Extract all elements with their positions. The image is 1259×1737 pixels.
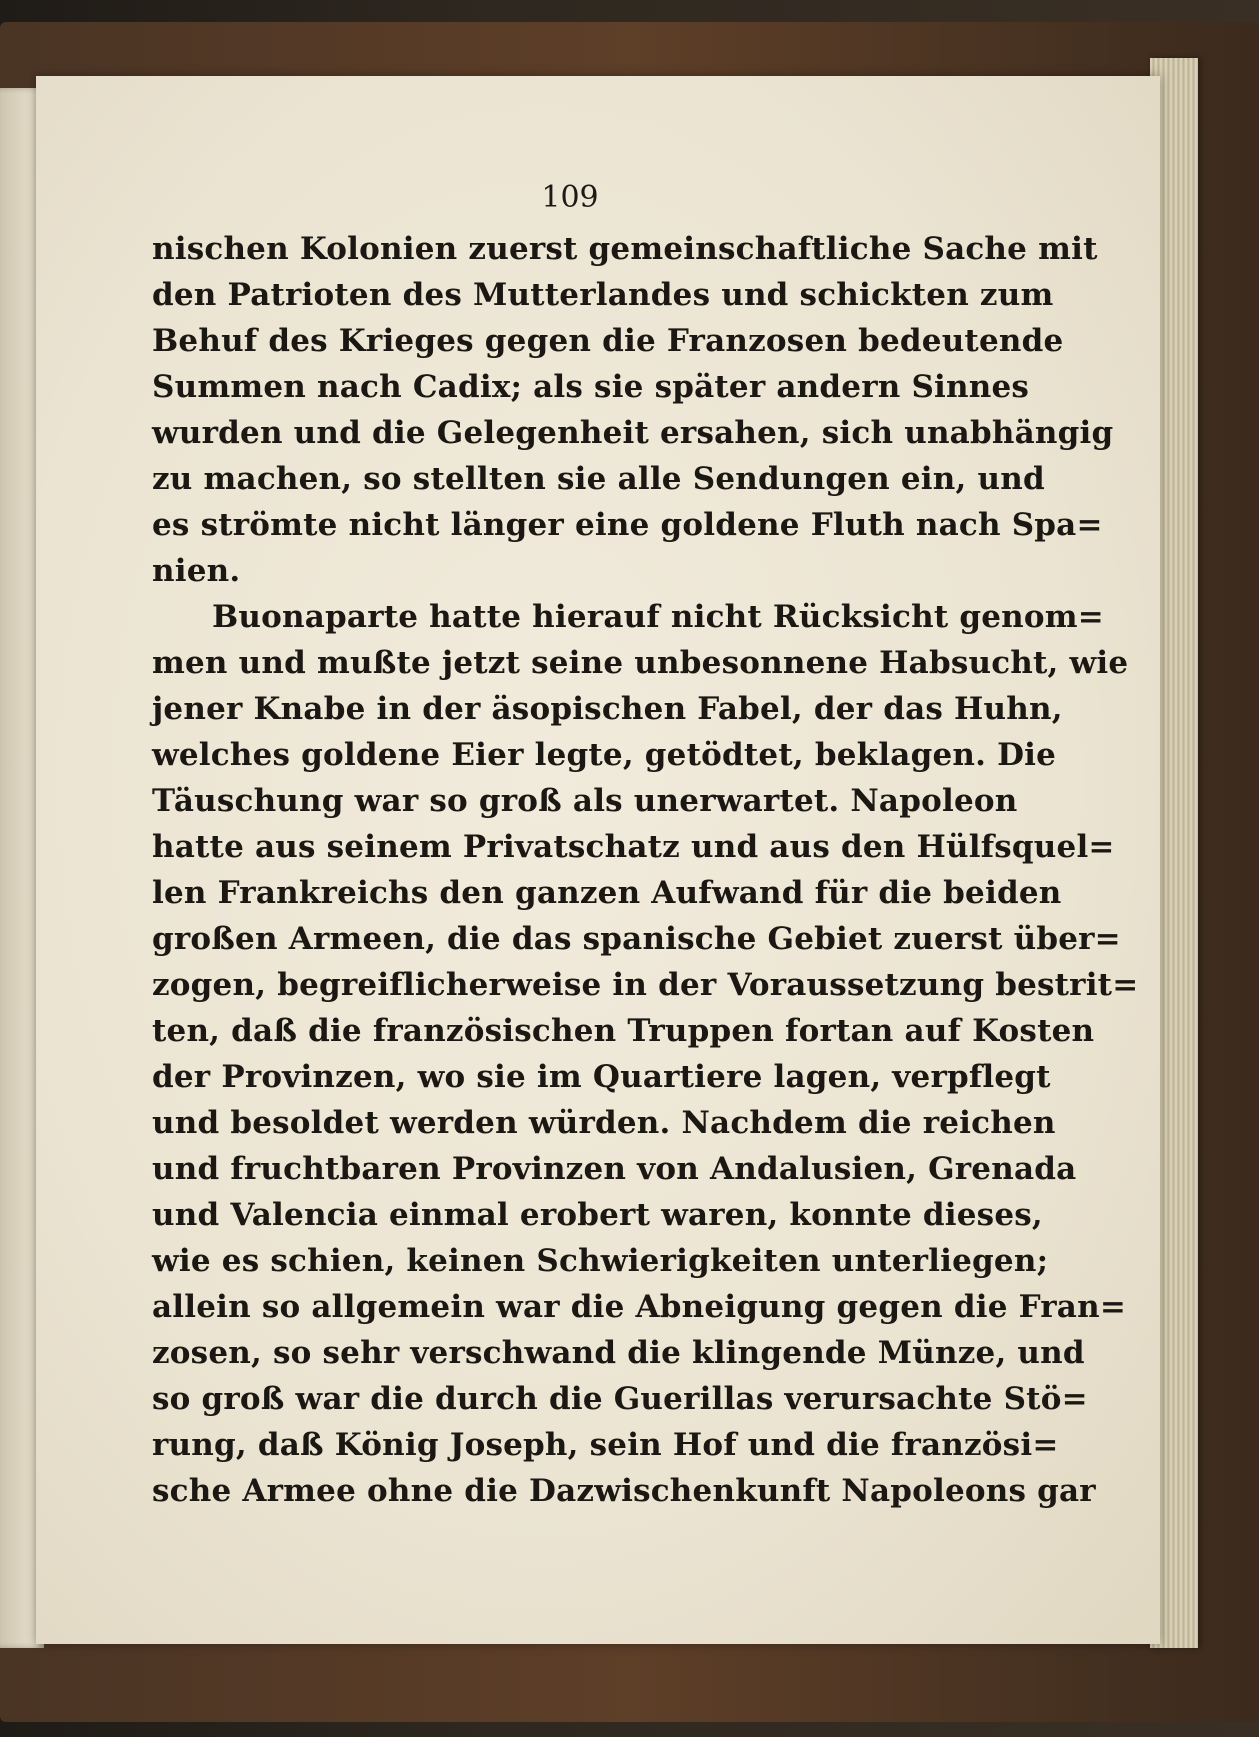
body-text xyxy=(152,226,1139,1514)
text-line: Summen nach Cadix; als sie später andern Sinnes xyxy=(152,369,1030,405)
text-line: und fruchtbaren Provinzen von Andalusien, Grenada xyxy=(152,1151,1077,1187)
text-line: len Frankreichs den ganzen Aufwand für die beiden xyxy=(152,875,1062,911)
text-line: es strömte nicht länger eine goldene Fluth nach Spa= xyxy=(152,507,1103,543)
text-line: zu machen, so stellten sie alle Sendungen ein, und xyxy=(152,461,1045,497)
text-line: welches goldene Eier legte, getödtet, beklagen. Die xyxy=(152,737,1057,773)
text-line: Buonaparte hatte hierauf nicht Rücksicht genom= xyxy=(212,599,1104,635)
text-line: rung, daß König Joseph, sein Hof und die französi= xyxy=(152,1427,1059,1463)
text-line: wie es schien, keinen Schwierigkeiten unterliegen; xyxy=(152,1243,1049,1279)
text-line: nien. xyxy=(152,553,241,589)
text-line: den Patrioten des Mutterlandes und schickten zum xyxy=(152,277,1054,313)
text-line: men und mußte jetzt seine unbesonnene Habsucht, wie xyxy=(152,645,1129,681)
text-line: der Provinzen, wo sie im Quartiere lagen, verpflegt xyxy=(152,1059,1051,1095)
text-line: großen Armeen, die das spanische Gebiet zuerst über= xyxy=(152,921,1121,957)
text-line: ten, daß die französischen Truppen fortan auf Kosten xyxy=(152,1013,1095,1049)
text-line: Täuschung war so groß als unerwartet. Napoleon xyxy=(152,783,1018,819)
text-line: zogen, begreiflicherweise in der Voraussetzung bestrit= xyxy=(152,967,1139,1003)
page-number: 109 xyxy=(541,180,599,215)
book-page xyxy=(36,76,1160,1644)
text-line: so groß war die durch die Guerillas verursachte Stö= xyxy=(152,1381,1088,1417)
text-line: hatte aus seinem Privatschatz und aus den Hülfsquel= xyxy=(152,829,1115,865)
text-line: und Valencia einmal erobert waren, konnte dieses, xyxy=(152,1197,1043,1233)
text-line: wurden und die Gelegenheit ersahen, sich unabhängig xyxy=(152,415,1114,451)
text-line: nischen Kolonien zuerst gemeinschaftliche Sache mit xyxy=(152,231,1098,267)
text-line: allein so allgemein war die Abneigung gegen die Fran= xyxy=(152,1289,1127,1325)
text-line: und besoldet werden würden. Nachdem die reichen xyxy=(152,1105,1056,1141)
text-line: jener Knabe in der äsopischen Fabel, der das Huhn, xyxy=(152,691,1063,727)
text-line: zosen, so sehr verschwand die klingende Münze, und xyxy=(152,1335,1085,1371)
text-line: sche Armee ohne die Dazwischenkunft Napoleons gar xyxy=(152,1473,1096,1509)
text-line: Behuf des Krieges gegen die Franzosen bedeutende xyxy=(152,323,1064,359)
